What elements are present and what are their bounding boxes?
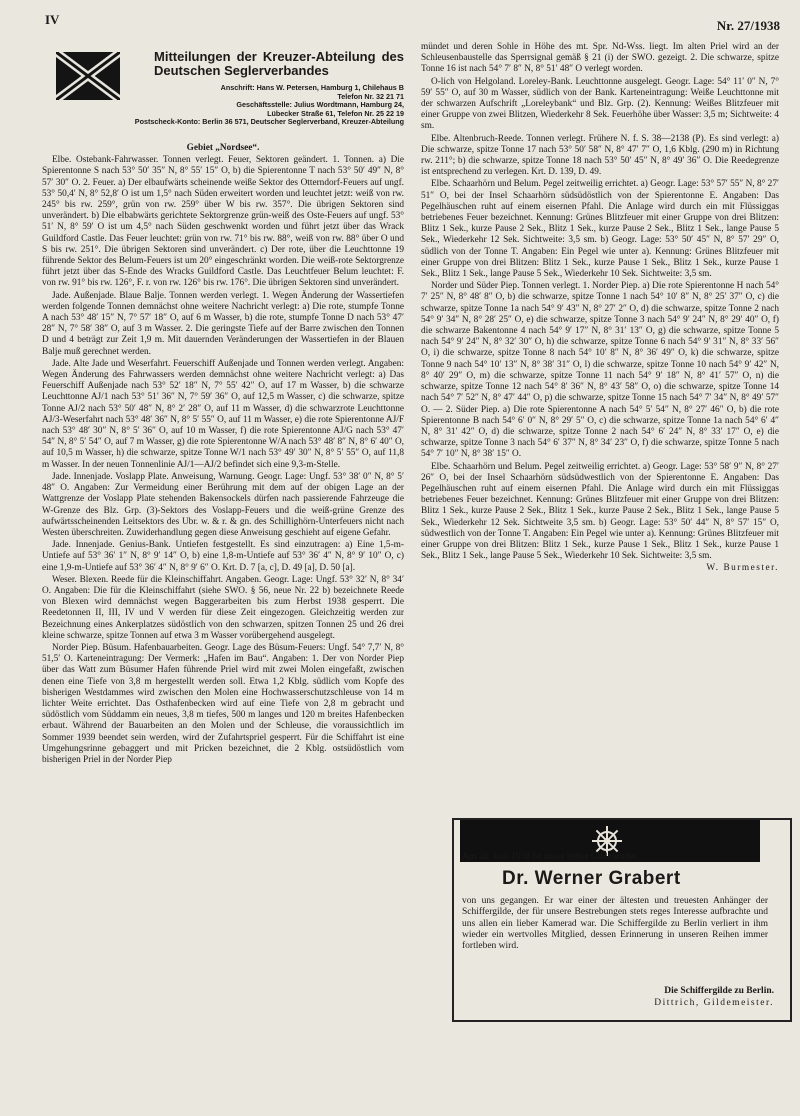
notice-paragraph: mündet und deren Sohle in Höhe des mt. Spr. Nd-Wss. liegt. Im alten Priel wird an der Schleusenbaustelle das Sperrsignal gemäß § 21 (i) der SWO. gezeigt. 2. Die schwarze, spitze Tonne 16 ist nach 54° 7′ 8″ N, 8° 51′ 48″ O verlegt worden. — [421, 42, 779, 75]
page-number: IV — [45, 12, 60, 27]
notice-body: von uns gegangen. Er war einer der ältesten und treuesten Anhänger der Schiffergilde, der für unsere Bestrebungen stets reges Interesse aufbrachte und uns allen ein lieber Kamerad war. Die Schiffergilde zu Berlin verliert in ihm wieder ein wertvolles Mitglied, dessen Erinnerung in unseren Reihen immer fortleben wird. — [462, 896, 768, 952]
address-line: Lübecker Straße 61, Telefon Nr. 25 22 19 — [267, 108, 404, 118]
region-heading: Gebiet „Nordsee“. — [186, 143, 260, 153]
notice-signer: Dittrich, Gildemeister. — [654, 998, 774, 1008]
notice-paragraph: Elbe. Ostebank-Fahrwasser. Tonnen verlegt. Feuer, Sektoren geändert. 1. Tonnen. a) Die Spierentonne S nach 53° 50′ 35″ N, 8° 55′ 15″ O, b) die Spierentonne T nach 53° 50′ 49″ N, 8° 57′ 30″ O. 2. Feuer. a) Der elbaufwärts scheinende weiße Sektor des Otterndorf-Feuers auf ungf. 53° 50,4′ N, 8° 52,8′ O ist um 1,5° nach Süden erweitert worden und leuchtet jetzt: weiß von rw. 245° bis rw. 259°, grün von rw. 259° über W bis rw. 357°. Die übrigen Sektoren sind unverändert. b) Die elbabwärts gerichtete Sektorgrenze grün-weiß des Oste-Feuers auf ungf. 53° 51′ N, 8° 59′ O ist um 4,5° nach Süden geschwenkt worden und führt jetzt über das Wrack Guildford Castle. Das Feuer leuchtet: grün von rw. 71° bis rw. 88°, weiß von rw. 88° über O und S bis rw. 251°. Die übrigen Sektoren sind unverändert. c) Der rote, über die Leuchttonne 19 führende Sektor des Belum-Feuers ist um 20° eingeschränkt worden. Die weiß-rote Sektorgrenze führt jetzt über das S-Ende des Wracks Guildford Castle. Das Leuchtfeuer Belum leuchtet: F. von rw. 91° bis rw. 126°, F. r. von rw. 126° bis rw. 176°. Die übrigen Sektoren sind unverändert. — [42, 155, 404, 289]
issue-number: Nr. 27/1938 — [716, 18, 780, 33]
notice-paragraph: Elbe. Schaarhörn und Belum. Pegel zeitweilig errichtet. a) Geogr. Lage: 53° 58′ 9″ N, 8° 27′ 26″ O, bei der Insel Schaarhörn südsüdwestlich von der Spierentonne E. Angaben: Das Pegelhäuschen ruht auf einem eisernen Pfahl. Die Anlage wird durch ein mit Flüssiggas betriebenes Feuer bezeichnet. Kennung: Grünes Blitzfeuer mit einer Gruppe von drei Blitzen: Blitz 1 Sek., kurze Pause 2 Sek., Blitz 1 Sek., kurze Pause 2 Sek., Blitz 1 Sek., lange Pause 5 Sek., Wiederkehr 12 Sek. Sichtweite 3,5 sm. b) Geogr. Lage: 53° 50′ 44″ N, 8° 57′ 15″ O, südwestlich von der Tonne T. Angaben: Ein Pegel wie unter a). Kennung: Grünes Blitzfeuer mit einer Gruppe von drei Blitzen: Blitz 1 Sek., kurze Pause 1 Sek., Blitz 1 Sek., kurze Pause 1 Sek., Blitz 1 Sek., lange Pause 5 Sek., Wiederkehr 10 Sek. Sichtweite: 3,5 sm. — [421, 461, 779, 562]
notice-paragraph: Jade. Alte Jade und Weserfahrt. Feuerschiff Außenjade und Tonnen werden verlegt. Angaben: Wegen Änderung des Fahrwassers werden demnächst ohne weitere Nachricht verlegt: a) Das Feuerschiff Außenjade nach 53° 52′ 18″ N, 7° 55′ 42″ O, auf 17 m Wasser, b) die schwarze Leuchttonne AJ/1 nach 53° 51′ 36″ N, 7° 59′ 36″ O, auf 12,5 m Wasser, c) die schwarze, spitze Tonne AJ/2 nach 53° 50′ 48″ N, 8° 2′ 28″ O, auf 11 m Wasser, d) die schwarzrote Leuchttonne AJ/3-Weserfahrt nach 53° 48′ 36″ N, 8° 5′ 55″ O, auf 11 m Wasser, e) die rote Spierentonne AJ/F nach 53° 48′ 30″ N, 8° 5′ 36″ O, auf 10 m Wasser, f) die rote Spierentonne AJ/G nach 53° 47′ 54″ N, 8° 5′ 54″ O, auf 7 m Wasser, g) die rote Spierentonne W/A nach 53° 48′ 8″ N, 8° 6′ 40″ O, auf 10,5 m Wasser, h) die schwarze, spitze Tonne W/1 nach 53° 49′ 30″ N, 8° 5′ 55″ O, auf 11,8 m Wasser. In der neuen Tonnenlinie AJ/1—AJ/2 befindet sich eine 9,3-m-Stelle. — [42, 358, 404, 470]
right-column — [421, 42, 779, 576]
masthead — [42, 48, 404, 140]
notice-paragraph: Norder Piep. Büsum. Hafenbauarbeiten. Geogr. Lage des Büsum-Feuers: Ungf. 54° 7,7′ N, 8° 51,5′ O. Karteneintragung: Der Vermerk: „Hafen im Bau“. Angaben: 1. Der von Norder Piep über das Watt zum Büsumer Hafen führende Priel wird mit zwei Molen eingefaßt, zwischen denen eine Tiefe von 3,8 m hergestellt werden soll. Etwa 1,2 Kblg. südlich vom Kopfe des bisherigen Westdammes wird zwischen den Molen eine Hochwasserschutzschleuse von 14 m lichter Weite errichtet. Das Osthafenbecken wird auf eine Tiefe von 2,8 m gebracht und südöstlich vom Süddamm ein neues, 3,8 m tiefes, 500 m langes und 120 m breites Hafenbecken erbaut. Während der Bauarbeiten an den Molen und der Schleuse, die voraussichtlich im Sommer 1939 beendet sein werden, wird der Zufahrtspriel gesperrt. Für die Schiffahrt ist eine Umgehungsrinne gebaggert und mit Pricken bezeichnet, die 2 Kblg. ostsüdöstlich vom bisherigen Priel in der Norder Piep — [42, 642, 404, 765]
notice-paragraph: Jade. Innenjade. Genius-Bank. Untiefen festgestellt. Es sind einzutragen: a) Eine 1,5-m-Untiefe auf 53° 36′ 1″ N, 8° 9′ 14″ O, b) eine 1,8-m-Untiefe auf 53° 36′ 4″ N, 8° 9′ 10″ O, c) eine 1,9-m-Untiefe auf 53° 36′ 4″ N, 8° 9′ 6″ O. Krt. D. 7 [a, c], D. 49 [a], D. 50 [a]. — [42, 540, 404, 573]
masthead-title: Mitteilungen der Kreuzer-Abteilung des Deutschen Seglerverbandes — [154, 49, 404, 78]
notice-paragraph: O-lich von Helgoland. Loreley-Bank. Leuchttonne ausgelegt. Geogr. Lage: 54° 11′ 0″ N, 7° 59′ 55″ O, auf 30 m Wasser, südlich von der Bank. Karteneintragung: Weiße Leuchttonne mit der schwarzen Aufschrift „Loreleybank“ und Blz. Grp. (2). Kennung: Weißes Blitzfeuer mit einer Gruppe von zwei Blitzen, Wiederkehr 8 Sek. Feuerhöhe über Wasser: 3,5 m; Sichtweite: 4 sm. — [421, 76, 779, 132]
address-line: Geschäftsstelle: Julius Wordtmann, Hamburg 24, — [236, 100, 404, 110]
notice-paragraph: Jade. Außenjade. Blaue Balje. Tonnen werden verlegt. 1. Wegen Änderung der Wassertiefen werden folgende Tonnen demnächst ohne weitere Nachricht verlegt: a) Die rote, stumpfe Tonne A nach 53° 48′ 15″ N, 7° 57′ 18″ O, auf 6 m Wasser, b) die rote, stumpfe Tonne D nach 53° 47′ 28″ N, 7° 58′ 38″ O, auf 3 m Wasser. 2. Die geringste Tiefe auf der Barre zwischen den Tonnen D und 4 beträgt zur Zeit 1,9 m. Mit dauernden Veränderungen der Wassertiefen in der Blauen Balje muß gerechnet werden. — [42, 290, 404, 357]
deceased-name: Dr. Werner Grabert — [502, 868, 681, 889]
address-line: Anschrift: Hans W. Petersen, Hamburg 1, Chilehaus B — [220, 83, 404, 92]
address-line: Postscheck-Konto: Berlin 36 571, Deutscher Seglerverband, Kreuzer-Abteilung — [134, 117, 404, 127]
masthead-address — [42, 84, 404, 127]
notice-paragraph: Elbe. Altenbruch-Reede. Tonnen verlegt. Frühere N. f. S. 38—2138 (P). Es sind verlegt: a) Die schwarze, spitze Tonne 17 nach 53° 50′ 58″ N, 8° 47′ 7″ O, 1,6 Kblg. (290 m) in Richtung rw. 211°; b) die schwarze, spitze Tonne 18 nach 53° 50′ 45″ N, 8° 49′ 36″ O. Die Reedegrenze ist entsprechend zu verlegen. Krt. D. 139, D. 49. — [421, 133, 779, 178]
notice-date-line: Am 28. Juni 1938 ist unser lieber Gildebruder — [462, 852, 637, 862]
notice-content — [462, 820, 782, 1020]
address-line: Telefon Nr. 32 21 71 — [337, 91, 404, 101]
notice-paragraph: Weser. Blexen. Reede für die Kleinschiffahrt. Angaben. Geogr. Lage: Ungf. 53° 32′ N, 8° 34′ O. Angaben: Die für die Kleinschiffahrt (siehe SWO. § 56, neue Nr. 22 b) bezeichnete Reede von Blexen wird demnächst wegen Baggerarbeiten bis zum Herbst 1938 gesperrt. Die Reedetonnen II, III, IV und V werden für diese Zeit eingezogen. Gleichzeitig werden zur Bezeichnung eines Ankerplatzes südöstlich von den schwarzen, spitzen Tonnen 25 und 26 drei kleine schwarze, spitze Tonnen auf etwa 3 m Wasser vorübergehend ausgelegt. — [42, 574, 404, 641]
notice-paragraph: Norder und Süder Piep. Tonnen verlegt. 1. Norder Piep. a) Die rote Spierentonne H nach 54° 7′ 25″ N, 8° 48′ 8″ O, b) die schwarze, spitze Tonne 1 nach 54° 10′ 8″ N, 8° 25′ 37″ O, c) die schwarze, spitze Tonne 1a nach 54° 9′ 43″ N, 8° 27′ 2″ O, d) die schwarze, spitze Tonne 2 nach 54° 9′ 34″ N, 8° 28′ 25″ O, e) die schwarze, spitze Tonne 3 nach 54° 9′ 24″ N, 8° 29′ 40″ O, f) die schwarze Bakentonne 4 nach 54° 9′ 17″ N, 8° 31′ 13″ O, g) die schwarze, spitze Tonne 5 nach 54° 9′ 24″ N, 8° 32′ 30″ O, h) die schwarze, spitze Tonne 6 nach 54° 9′ 31″ N, 8° 33′ 56″ O, i) die schwarze, spitze Tonne 8 nach 54° 10′ 8″ N, 8° 36′ 49″ O, k) die schwarze, spitze Tonne 9 nach 54° 10′ 13″ N, 8° 38′ 31″ O, l) die schwarze, spitze Tonne 10 nach 54° 9′ 42″ N, 8° 40′ 29″ O, m) die schwarze, spitze Tonne 11 nach 54° 9′ 18″ N, 8° 41′ 57″ O, n) die schwarze, spitze Tonne 12 nach 54° 8′ 36″ N, 8° 43′ 58″ O, o) die schwarze, spitze Tonne 14 nach 54° 7′ 52″ N, 8° 47′ 44″ O, p) die schwarze, spitze Tonne 15 nach 54° 7′ 34″ N, 8° 49′ 57″ O. — 2. Süder Piep. a) Die rote Spierentonne A nach 54° 5′ 54″ N, 8° 27′ 46″ O, b) die rote Spierentonne B nach 54° 6′ 0″ N, 8° 29′ 5″ O, c) die schwarze, spitze Tonne 1a nach 54° 6′ 4″ N, 8° 31′ 42″ O, d) die schwarze, spitze Tonne 2 nach 54° 6′ 24″ N, 8° 33′ 17″ O, e) die schwarze, spitze Tonne 3 nach 54° 6′ 37″ N, 8° 34′ 23″ O, f) die schwarze, spitze Tonne 5 nach 54° 7′ 10″ N, 8° 38′ 15″ O. — [421, 281, 779, 460]
left-column — [42, 48, 404, 767]
notice-paragraph: Elbe. Schaarhörn und Belum. Pegel zeitweilig errichtet. a) Geogr. Lage: 53° 57′ 55″ N, 8° 27′ 51″ O, bei der Insel Schaarhörn südsüdöstlich von der Spierentonne E. Angaben: Das Pegelhäuschen ruht auf einem eisernen Pfahl. Die Anlage wird durch ein mit Flüssiggas betriebenes Feuer bezeichnet. Kennung: Grünes Blitzfeuer mit einer Gruppe von drei Blitzen: Blitz 1 Sek., kurze Pause 2 Sek., Blitz 1 Sek., kurze Pause 2 Sek., Blitz 1 Sek., lange Pause 5 Sek., Wiederkehr 12 Sek. Sichtweite: 3,5 sm. b) Geogr. Lage: 53° 50′ 45″ N, 8° 57′ 29″ O, südlich von der Tonne T. Angaben: Ein Pegel wie unter a). Kennung: Grünes Blitzfeuer mit einer Gruppe von drei Blitzen: Blitz 1 Sek., kurze Pause 1 Sek., Blitz 1 Sek., kurze Pause 1 Sek., Blitz 1 Sek., lange Pause 5 Sek., Wiederkehr 10 Sek. Sichtweite: 3,5 sm. — [421, 179, 779, 280]
notice-organization: Die Schiffergilde zu Berlin. — [664, 986, 774, 996]
obituary-notice — [452, 818, 792, 1022]
notice-paragraph: Jade. Innenjade. Voslapp Plate. Anweisung, Warnung. Geogr. Lage: Ungf. 53° 38′ 0″ N, 8° 5′ 48″ O. Angaben: Zur Vermeidung einer Berührung mit dem auf der obigen Lage an der Wattgrenze der Voslapp Plate stehenden Bakensockels dürfen nach passierende Fahrzeuge die W-Grenze des Blz. Grp. (3)-Sektors des Voslapp-Feuers und die weiß-grüne Grenze des aufwärtsscheinenden Leitsektors des Ubr. w. & r. & gn. des Schillighörn-Unterfeuers nicht nach Westen überschreiten. Zuwiderhandlung gegen diese Anweisung geschieht auf eigene Gefahr. — [42, 471, 404, 538]
author-signature: W. Burmester. — [706, 563, 779, 574]
